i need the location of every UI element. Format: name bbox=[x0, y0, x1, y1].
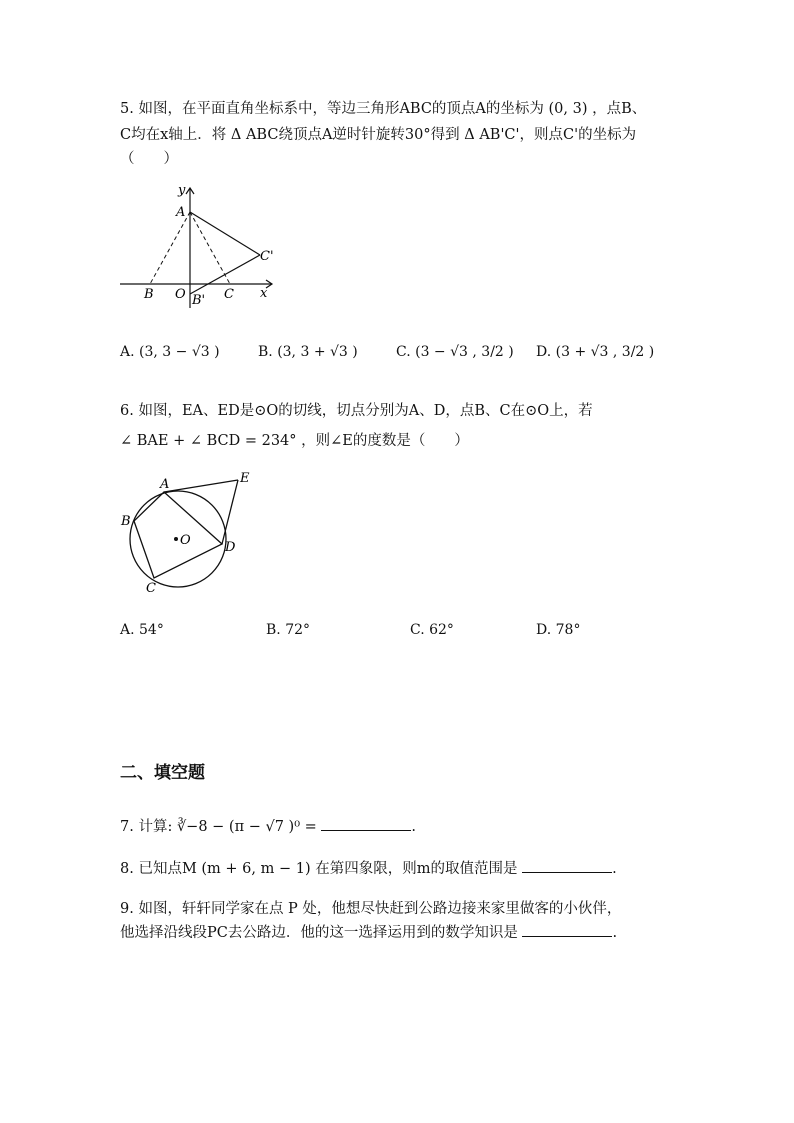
label-A: A bbox=[176, 205, 186, 220]
q6-option-c[interactable]: C. 62° bbox=[410, 622, 454, 638]
label-B-prime: B' bbox=[192, 293, 206, 308]
q6-option-d[interactable]: D. 78° bbox=[536, 622, 581, 638]
label-B: B bbox=[144, 287, 154, 302]
q5-option-d[interactable]: D. (3 + √3 , 3/2 ) bbox=[536, 344, 655, 360]
label-y: y bbox=[178, 183, 186, 198]
segment-AC-prime bbox=[190, 212, 260, 255]
q6-option-a[interactable]: A. 54° bbox=[120, 622, 164, 638]
section-title: 二、填空题 bbox=[120, 763, 205, 783]
q8-end: . bbox=[612, 861, 617, 877]
q5-figure bbox=[112, 178, 282, 318]
q8 bbox=[120, 856, 617, 882]
label-C: C bbox=[146, 581, 156, 596]
q7-answer-blank[interactable] bbox=[321, 816, 411, 831]
label-C: C bbox=[224, 287, 234, 302]
label-O: O bbox=[175, 287, 186, 302]
q9-answer-blank[interactable] bbox=[522, 922, 612, 937]
label-O: O bbox=[180, 533, 191, 548]
segment-AC bbox=[190, 212, 230, 284]
label-D: D bbox=[225, 540, 236, 555]
label-E: E bbox=[240, 471, 250, 486]
quadrilateral-ABCD bbox=[134, 492, 222, 578]
label-A: A bbox=[160, 477, 170, 492]
q9-text: 他选择沿线段PC去公路边．他的这一选择运用到的数学知识是 bbox=[120, 925, 518, 941]
q7 bbox=[120, 814, 416, 840]
q9-line2 bbox=[120, 920, 617, 946]
q5-option-c[interactable]: C. (3 − √3 , 3/2 ) bbox=[396, 344, 514, 360]
center-dot bbox=[174, 537, 178, 541]
q5-line2: C均在x轴上．将 Δ ABC绕顶点A逆时针旋转30°得到 Δ AB'C'，则点C'的坐标为 bbox=[120, 127, 637, 143]
q9-line1: 9. 如图，轩轩同学家在点 P 处，他想尽快赶到公路边接来家里做客的小伙伴， bbox=[120, 901, 622, 917]
q5-line1: 5. 如图，在平面直角坐标系中，等边三角形ABC的顶点A的坐标为 (0, 3) ，点B、 bbox=[120, 101, 647, 117]
q6-figure bbox=[112, 466, 262, 598]
segment-AB bbox=[150, 212, 190, 284]
q8-answer-blank[interactable] bbox=[522, 858, 612, 873]
q8-text: 8. 已知点M (m + 6, m − 1) 在第四象限，则m的取值范围是 bbox=[120, 861, 518, 877]
label-B: B bbox=[121, 514, 131, 529]
label-C-prime: C' bbox=[260, 249, 274, 264]
q6-line2: ∠ BAE + ∠ BCD = 234° ，则∠E的度数是（ ） bbox=[120, 433, 469, 449]
label-x: x bbox=[260, 286, 268, 301]
q6-line1: 6. 如图，EA、ED是⊙O的切线，切点分别为A、D，点B、C在⊙O上，若 bbox=[120, 403, 593, 419]
q5-option-a[interactable]: A. (3, 3 − √3 ) bbox=[120, 344, 220, 360]
tangent-ED bbox=[222, 480, 238, 544]
q5-option-b[interactable]: B. (3, 3 + √3 ) bbox=[258, 344, 358, 360]
q5-line3: （ ） bbox=[120, 151, 178, 167]
q6-option-b[interactable]: B. 72° bbox=[266, 622, 311, 638]
q9-end: . bbox=[612, 925, 618, 941]
q7-end: . bbox=[411, 819, 416, 835]
q7-text: 7. 计算: ∛−8 − (π − √7 )⁰ = bbox=[120, 819, 317, 835]
tangent-EA bbox=[164, 480, 238, 492]
